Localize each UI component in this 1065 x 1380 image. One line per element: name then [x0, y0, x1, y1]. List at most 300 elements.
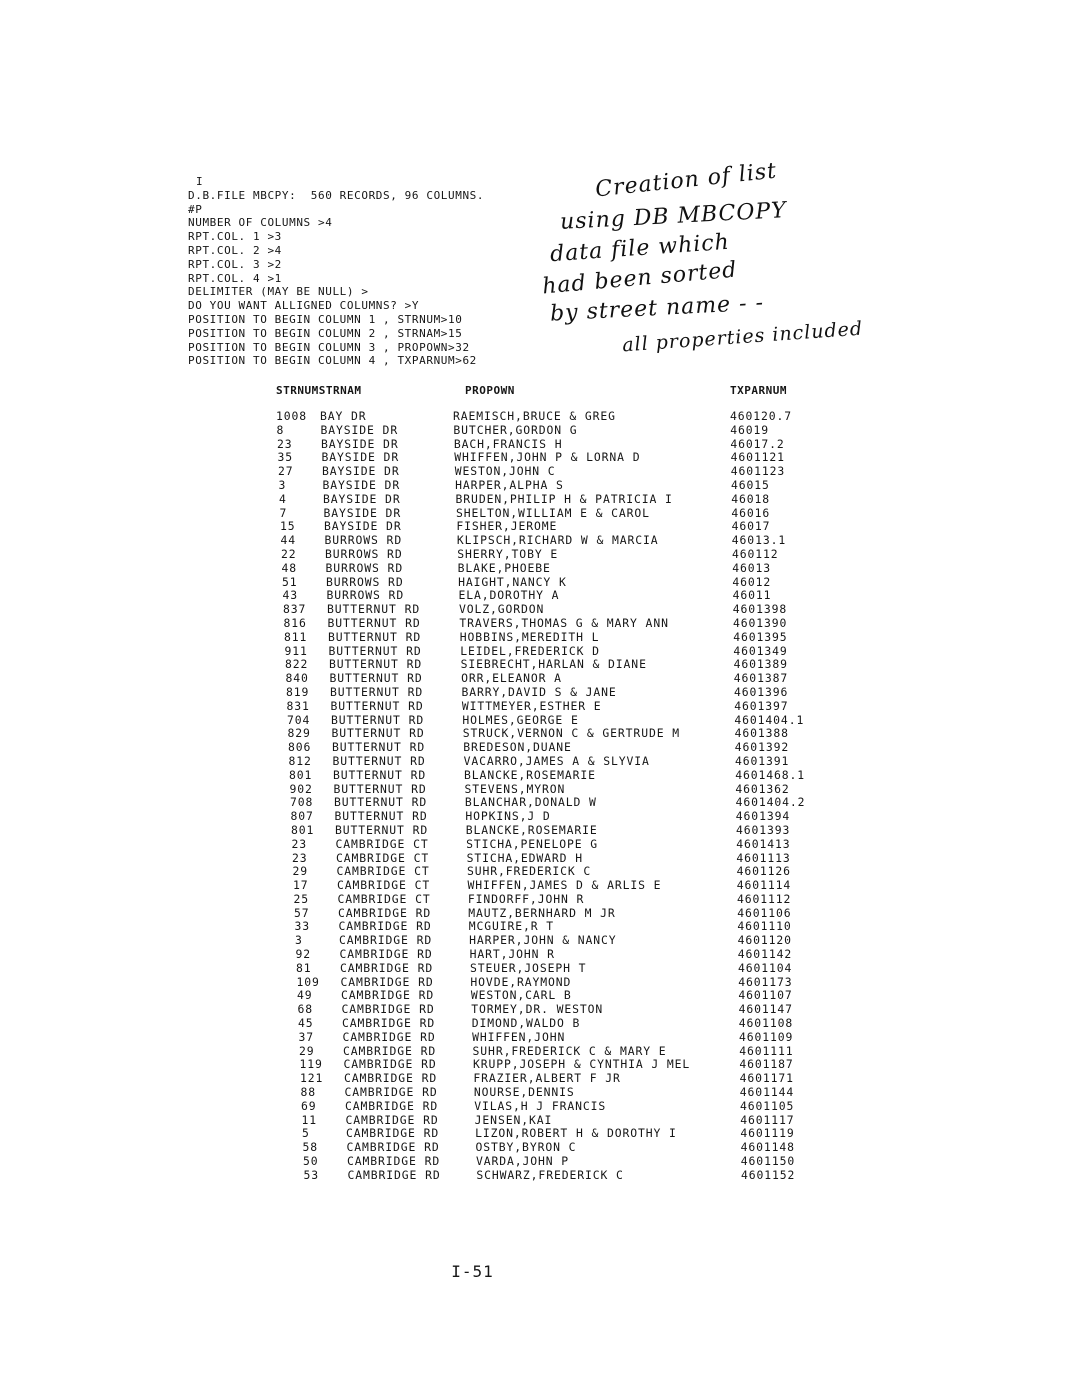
- table-row: [0, 658, 1065, 672]
- street-number: 121: [300, 1071, 324, 1086]
- property-owner: WHIFFEN,JAMES D & ARLIS E: [467, 878, 662, 893]
- tax-parcel-number: 46017.2: [730, 436, 785, 451]
- table-row: [0, 438, 1065, 452]
- street-number: 68: [297, 1002, 314, 1017]
- street-number: 37: [298, 1029, 315, 1044]
- street-number: 23: [292, 850, 308, 865]
- property-owner: WESTON,JOHN C: [454, 464, 556, 479]
- property-owner: ORR,ELEANOR A: [461, 671, 562, 686]
- street-name: BAYSIDE DR: [323, 491, 401, 506]
- street-name: BUTTERNUT RD: [331, 712, 425, 727]
- table-row: [0, 1017, 1065, 1031]
- street-name: BUTTERNUT RD: [328, 643, 422, 658]
- tax-parcel-number: 4601398: [732, 602, 788, 617]
- property-owner: LIZON,ROBERT H & DOROTHY I: [475, 1126, 677, 1141]
- page-number-text: I-51: [451, 1262, 494, 1281]
- property-owner: NOURSE,DENNIS: [473, 1085, 575, 1100]
- street-name: BUTTERNUT RD: [328, 629, 422, 644]
- street-number: 5: [302, 1126, 310, 1141]
- street-name: CAMBRIDGE RD: [340, 960, 434, 975]
- table-row: [0, 852, 1065, 866]
- street-name: CAMBRIDGE RD: [339, 933, 433, 948]
- property-owner: STICHA,EDWARD H: [466, 850, 583, 865]
- property-owner: HART,JOHN R: [469, 947, 555, 962]
- street-name: CAMBRIDGE RD: [344, 1071, 438, 1086]
- property-owner: KRUPP,JOSEPH & CYNTHIA J MEL: [472, 1057, 691, 1072]
- street-number: 17: [293, 878, 309, 893]
- page-number: [0, 1262, 1065, 1281]
- table-row: [0, 1127, 1065, 1141]
- street-number: 811: [284, 629, 308, 644]
- tax-parcel-number: 4601106: [737, 905, 792, 920]
- property-owner: HOLMES,GEORGE E: [462, 712, 579, 727]
- street-name: BAYSIDE DR: [321, 450, 400, 465]
- street-number: 57: [294, 905, 310, 920]
- street-number: 51: [282, 574, 298, 589]
- street-number: 35: [277, 450, 294, 465]
- command-line: POSITION TO BEGIN COLUMN 2 , STRNAM>15: [188, 326, 463, 340]
- tax-parcel-number: 4601112: [737, 891, 792, 906]
- street-name: CAMBRIDGE RD: [342, 1029, 436, 1044]
- table-row: [0, 879, 1065, 893]
- property-owner: TORMEY,DR. WESTON: [471, 1002, 604, 1017]
- tax-parcel-number: 4601110: [737, 919, 792, 934]
- property-owner: STEUER,JOSEPH T: [470, 960, 587, 975]
- street-name: BUTTERNUT RD: [334, 809, 428, 824]
- tax-parcel-number: 4601389: [733, 657, 788, 672]
- property-owner: SIEBRECHT,HARLAN & DIANE: [460, 657, 647, 672]
- table-row: [0, 976, 1065, 990]
- table-row: [0, 479, 1065, 493]
- tax-parcel-number: 4601362: [735, 781, 790, 796]
- table-row: [0, 783, 1065, 797]
- tax-parcel-number: 4601121: [730, 450, 785, 465]
- note-line: all properties included: [621, 317, 864, 357]
- street-number: 81: [296, 960, 312, 975]
- street-number: 29: [292, 864, 309, 879]
- table-row: [0, 520, 1065, 534]
- table-row: [0, 1003, 1065, 1017]
- command-line: RPT.COL. 2 >4: [188, 243, 282, 257]
- tax-parcel-number: 4601390: [733, 615, 788, 630]
- street-name: BAYSIDE DR: [322, 477, 401, 492]
- property-owner: WHIFFEN,JOHN: [472, 1029, 566, 1044]
- street-number: 1008: [276, 409, 308, 423]
- property-owner: VOLZ,GORDON: [458, 602, 545, 617]
- street-name: BUTTERNUT RD: [332, 753, 426, 768]
- street-number: 801: [289, 767, 313, 782]
- table-row: [0, 1031, 1065, 1045]
- street-number: 4: [279, 491, 287, 506]
- street-name: BUTTERNUT RD: [334, 795, 428, 810]
- tax-parcel-number: 4601468.1: [735, 767, 806, 782]
- table-row: [0, 465, 1065, 479]
- street-number: 15: [280, 519, 296, 534]
- property-owner: VARDA,JOHN P: [475, 1154, 570, 1169]
- table-row: [0, 948, 1065, 962]
- note-line: by street name - -: [549, 290, 765, 327]
- tax-parcel-number: 4601150: [740, 1154, 796, 1169]
- property-owner: WITTMEYER,ESTHER E: [461, 698, 602, 713]
- table-row: [0, 1058, 1065, 1072]
- street-name: CAMBRIDGE RD: [345, 1098, 439, 1113]
- property-owner: VACARRO,JAMES A & SLYVIA: [463, 753, 650, 768]
- street-name: CAMBRIDGE CT: [337, 891, 431, 906]
- tax-parcel-number: 46013: [732, 560, 771, 575]
- table-row: [0, 838, 1065, 852]
- command-line: RPT.COL. 3 >2: [188, 257, 282, 271]
- table-row: [0, 686, 1065, 700]
- street-number: 69: [301, 1098, 317, 1113]
- tax-parcel-number: 46012: [732, 574, 772, 589]
- street-name: CAMBRIDGE RD: [343, 1043, 437, 1058]
- property-owner: BUTCHER,GORDON G: [453, 422, 578, 437]
- property-owner: RAEMISCH,BRUCE & GREG: [453, 409, 616, 423]
- tax-parcel-number: 4601392: [734, 740, 790, 755]
- tax-parcel-number: 4601152: [741, 1167, 796, 1182]
- tax-parcel-number: 4601393: [736, 822, 791, 837]
- street-name: CAMBRIDGE RD: [341, 988, 435, 1003]
- street-number: 49: [297, 988, 313, 1003]
- street-number: 708: [290, 795, 314, 810]
- table-row: [0, 727, 1065, 741]
- tax-parcel-number: 4601126: [736, 864, 791, 879]
- tax-parcel-number: 4601148: [740, 1140, 795, 1155]
- street-name: BUTTERNUT RD: [327, 602, 421, 617]
- street-number: 11: [301, 1112, 318, 1127]
- street-number: 840: [285, 671, 309, 686]
- tax-parcel-number: 460120.7: [730, 409, 793, 423]
- street-name: BUTTERNUT RD: [329, 671, 423, 686]
- property-owner: TRAVERS,THOMAS G & MARY ANN: [459, 615, 669, 630]
- property-owner: SUHR,FREDERICK C & MARY E: [472, 1043, 667, 1058]
- street-name: CAMBRIDGE CT: [337, 878, 431, 893]
- street-name: BUTTERNUT RD: [330, 684, 424, 699]
- tax-parcel-number: 4601114: [736, 878, 792, 893]
- tax-parcel-number: 4601142: [737, 947, 793, 962]
- tax-parcel-number: 4601413: [736, 836, 791, 851]
- tax-parcel-number: 4601104: [738, 960, 793, 975]
- property-owner: STEVENS,MYRON: [464, 781, 566, 796]
- column-headers: [0, 384, 1065, 400]
- street-name: BUTTERNUT RD: [333, 781, 427, 796]
- property-owner: BLAKE,PHOEBE: [457, 560, 551, 575]
- street-number: 109: [296, 974, 320, 989]
- street-number: 831: [286, 698, 310, 713]
- street-number: 3: [278, 477, 287, 492]
- street-number: 119: [299, 1057, 323, 1072]
- tax-parcel-number: 4601123: [730, 464, 786, 479]
- street-number: 812: [288, 753, 312, 768]
- command-line: POSITION TO BEGIN COLUMN 1 , STRNUM>10: [188, 312, 463, 326]
- table-row: [0, 989, 1065, 1003]
- street-name: BUTTERNUT RD: [335, 822, 429, 837]
- table-row: [0, 672, 1065, 686]
- tax-parcel-number: 4601349: [733, 643, 788, 658]
- street-number: 33: [294, 919, 311, 934]
- table-row: [0, 631, 1065, 645]
- street-name: BUTTERNUT RD: [331, 726, 425, 741]
- property-owner: BLANCKE,ROSEMARIE: [464, 767, 596, 782]
- command-line: I: [196, 175, 204, 188]
- property-owner: LEIDEL,FREDERICK D: [460, 643, 600, 658]
- note-line: data file which: [549, 229, 731, 268]
- street-number: 23: [277, 436, 293, 451]
- street-name: BUTTERNUT RD: [332, 740, 426, 755]
- table-row: [0, 865, 1065, 879]
- tax-parcel-number: 46011: [732, 588, 772, 603]
- street-name: BAYSIDE DR: [322, 464, 400, 479]
- table-row: [0, 507, 1065, 521]
- property-owner: SUHR,FREDERICK C: [467, 864, 592, 879]
- property-owner: BACH,FRANCIS H: [453, 436, 563, 451]
- street-name: BAY DR: [320, 409, 367, 423]
- command-line: DELIMITER (MAY BE NULL) >: [188, 285, 369, 299]
- street-name: BURROWS RD: [325, 560, 404, 575]
- street-name: CAMBRIDGE CT: [335, 836, 429, 851]
- table-row: [0, 1086, 1065, 1100]
- column-header-txparnum: TXPARNUM: [730, 384, 787, 397]
- property-owner: SHERRY,TOBY E: [457, 546, 559, 561]
- handwritten-note: [540, 158, 875, 358]
- property-owner: STICHA,PENELOPE G: [466, 836, 599, 851]
- table-row: [0, 700, 1065, 714]
- table-row: [0, 1155, 1065, 1169]
- tax-parcel-number: 4601394: [735, 809, 791, 824]
- property-owner: OSTBY,BYRON C: [475, 1140, 577, 1155]
- tax-parcel-number: 4601144: [739, 1085, 795, 1100]
- table-row: [0, 1072, 1065, 1086]
- street-name: CAMBRIDGE RD: [343, 1057, 437, 1072]
- street-number: 3: [295, 933, 303, 948]
- property-owner: FISHER,JEROME: [456, 519, 558, 534]
- street-number: 7: [279, 505, 288, 520]
- property-owner: HAIGHT,NANCY K: [458, 574, 567, 589]
- table-row: [0, 741, 1065, 755]
- tax-parcel-number: 4601111: [739, 1043, 794, 1058]
- street-number: 50: [303, 1154, 319, 1169]
- street-number: 816: [283, 615, 307, 630]
- table-row: [0, 962, 1065, 976]
- column-header-strnum-strnam: STRNUMSTRNAM: [276, 384, 362, 397]
- property-owner: SHELTON,WILLIAM E & CAROL: [455, 505, 650, 520]
- table-row: [0, 714, 1065, 728]
- property-owner: KLIPSCH,RICHARD W & MARCIA: [456, 533, 659, 548]
- street-name: CAMBRIDGE CT: [336, 850, 430, 865]
- street-name: CAMBRIDGE RD: [341, 1002, 435, 1017]
- tax-parcel-number: 4601107: [738, 988, 793, 1003]
- property-owner: MCGUIRE,R T: [468, 919, 555, 934]
- command-line: DO YOU WANT ALLIGNED COLUMNS? >Y: [188, 299, 420, 313]
- street-number: 837: [283, 602, 307, 617]
- street-number: 704: [287, 712, 311, 727]
- street-number: 8: [276, 422, 285, 437]
- street-number: 807: [290, 809, 314, 824]
- property-owner: FINDORFF,JOHN R: [467, 891, 585, 906]
- tax-parcel-number: 4601391: [735, 753, 790, 768]
- table-row: [0, 603, 1065, 617]
- table-row: [0, 1100, 1065, 1114]
- property-table: [0, 410, 1065, 1183]
- tax-parcel-number: 4601171: [739, 1071, 794, 1086]
- street-name: BUTTERNUT RD: [333, 767, 427, 782]
- tax-parcel-number: 4601395: [733, 629, 788, 644]
- street-name: CAMBRIDGE CT: [336, 864, 430, 879]
- tax-parcel-number: 4601147: [738, 1002, 793, 1017]
- tax-parcel-number: 46015: [731, 477, 770, 492]
- tax-parcel-number: 46018: [731, 491, 770, 506]
- street-name: BURROWS RD: [324, 533, 403, 548]
- command-line: NUMBER OF COLUMNS >4: [188, 216, 333, 230]
- table-row: [0, 617, 1065, 631]
- property-owner: BLANCHAR,DONALD W: [464, 795, 597, 810]
- street-number: 25: [293, 891, 310, 906]
- command-line: RPT.COL. 4 >1: [188, 271, 282, 285]
- street-name: CAMBRIDGE RD: [347, 1154, 441, 1169]
- tax-parcel-number: 4601397: [734, 698, 789, 713]
- street-number: 22: [281, 546, 297, 561]
- street-number: 92: [295, 947, 312, 962]
- street-number: 806: [288, 740, 312, 755]
- tax-parcel-number: 4601187: [739, 1057, 794, 1072]
- table-row: [0, 1045, 1065, 1059]
- table-row: [0, 410, 1065, 424]
- tax-parcel-number: 4601396: [734, 684, 789, 699]
- property-owner: BREDESON,DUANE: [463, 740, 572, 755]
- street-name: CAMBRIDGE RD: [338, 919, 432, 934]
- property-owner: WHIFFEN,JOHN P & LORNA D: [454, 450, 641, 465]
- tax-parcel-number: 4601105: [740, 1098, 795, 1113]
- command-line: RPT.COL. 1 >3: [188, 230, 282, 244]
- table-row: [0, 576, 1065, 590]
- table-row: [0, 824, 1065, 838]
- table-row: [0, 1114, 1065, 1128]
- tax-parcel-number: 46019: [730, 422, 769, 437]
- tax-parcel-number: 4601173: [738, 974, 793, 989]
- street-number: 819: [286, 684, 310, 699]
- table-row: [0, 424, 1065, 438]
- street-name: BAYSIDE DR: [324, 519, 402, 534]
- street-name: BAYSIDE DR: [323, 505, 402, 520]
- table-row: [0, 493, 1065, 507]
- property-owner: BRUDEN,PHILIP H & PATRICIA I: [455, 491, 673, 506]
- property-owner: DIMOND,WALDO B: [471, 1016, 581, 1031]
- tax-parcel-number: 4601387: [733, 671, 789, 686]
- property-owner: BLANCKE,ROSEMARIE: [465, 822, 598, 837]
- street-number: 822: [285, 657, 309, 672]
- table-row: [0, 534, 1065, 548]
- table-row: [0, 548, 1065, 562]
- street-name: BUTTERNUT RD: [330, 698, 424, 713]
- tax-parcel-number: 4601120: [737, 933, 792, 948]
- street-number: 58: [302, 1140, 319, 1155]
- tax-parcel-number: 460112: [732, 546, 779, 561]
- property-owner: STRUCK,VERNON C & GERTRUDE M: [462, 726, 680, 741]
- street-name: CAMBRIDGE RD: [345, 1112, 439, 1127]
- property-owner: HOBBINS,MEREDITH L: [459, 629, 600, 644]
- street-name: CAMBRIDGE RD: [346, 1126, 440, 1141]
- street-number: 53: [303, 1167, 320, 1182]
- tax-parcel-number: 4601119: [740, 1126, 795, 1141]
- property-owner: HARPER,ALPHA S: [455, 477, 564, 492]
- command-line: POSITION TO BEGIN COLUMN 4 , TXPARNUM>62: [188, 354, 477, 368]
- street-name: CAMBRIDGE RD: [342, 1016, 436, 1031]
- street-number: 801: [291, 822, 315, 837]
- street-number: 902: [289, 781, 313, 796]
- tax-parcel-number: 4601388: [734, 726, 789, 741]
- command-line: #P: [188, 202, 203, 216]
- table-row: [0, 562, 1065, 576]
- table-row: [0, 451, 1065, 465]
- street-name: BUTTERNUT RD: [329, 657, 423, 672]
- table-row: [0, 755, 1065, 769]
- table-row: [0, 589, 1065, 603]
- street-number: 43: [282, 588, 299, 603]
- property-owner: HOPKINS,J D: [465, 809, 551, 824]
- street-name: BAYSIDE DR: [320, 422, 399, 437]
- table-row: [0, 1141, 1065, 1155]
- note-line: had been sorted: [541, 257, 739, 300]
- tax-parcel-number: 46013.1: [731, 533, 787, 548]
- column-header-propown: PROPOWN: [465, 384, 515, 397]
- table-row: [0, 934, 1065, 948]
- street-number: 23: [291, 836, 308, 851]
- property-owner: SCHWARZ,FREDERICK C: [476, 1167, 624, 1182]
- tax-parcel-number: 4601108: [738, 1016, 794, 1031]
- property-owner: MAUTZ,BERNHARD M JR: [468, 905, 616, 920]
- property-owner: JENSEN,KAI: [474, 1112, 553, 1127]
- property-owner: HOVDE,RAYMOND: [470, 974, 572, 989]
- street-name: CAMBRIDGE RD: [344, 1085, 438, 1100]
- property-owner: BARRY,DAVID S & JANE: [461, 684, 617, 699]
- property-owner: FRAZIER,ALBERT F JR: [473, 1071, 621, 1086]
- table-row: [0, 907, 1065, 921]
- note-line: using DB MBCOPY: [559, 198, 788, 235]
- tax-parcel-number: 4601109: [739, 1029, 794, 1044]
- command-line: D.B.FILE MBCPY: 560 RECORDS, 96 COLUMNS.: [188, 188, 485, 202]
- street-name: CAMBRIDGE RD: [339, 947, 433, 962]
- tax-parcel-number: 4601117: [740, 1112, 795, 1127]
- tax-parcel-number: 4601404.1: [734, 712, 805, 727]
- street-number: 911: [284, 643, 308, 658]
- street-number: 48: [281, 560, 298, 575]
- table-row: [0, 769, 1065, 783]
- table-row: [0, 796, 1065, 810]
- property-owner: WESTON,CARL B: [470, 988, 572, 1003]
- street-name: BURROWS RD: [326, 588, 405, 603]
- street-number: 45: [298, 1016, 314, 1031]
- property-owner: HARPER,JOHN & NANCY: [469, 933, 617, 948]
- street-name: CAMBRIDGE RD: [340, 974, 434, 989]
- street-number: 44: [280, 533, 297, 548]
- street-name: CAMBRIDGE RD: [347, 1167, 441, 1182]
- street-name: BURROWS RD: [325, 546, 403, 561]
- table-row: [0, 810, 1065, 824]
- street-name: BAYSIDE DR: [321, 436, 399, 451]
- note-line: Creation of list: [594, 158, 779, 203]
- table-row: [0, 1169, 1065, 1183]
- table-row: [0, 920, 1065, 934]
- street-name: BUTTERNUT RD: [327, 615, 421, 630]
- street-name: CAMBRIDGE RD: [346, 1140, 440, 1155]
- tax-parcel-number: 46016: [731, 505, 771, 520]
- street-number: 29: [299, 1043, 315, 1058]
- table-row: [0, 893, 1065, 907]
- tax-parcel-number: 46017: [731, 519, 771, 534]
- tax-parcel-number: 4601404.2: [735, 795, 806, 810]
- property-owner: VILAS,H J FRANCIS: [474, 1098, 607, 1113]
- street-name: BURROWS RD: [326, 574, 404, 589]
